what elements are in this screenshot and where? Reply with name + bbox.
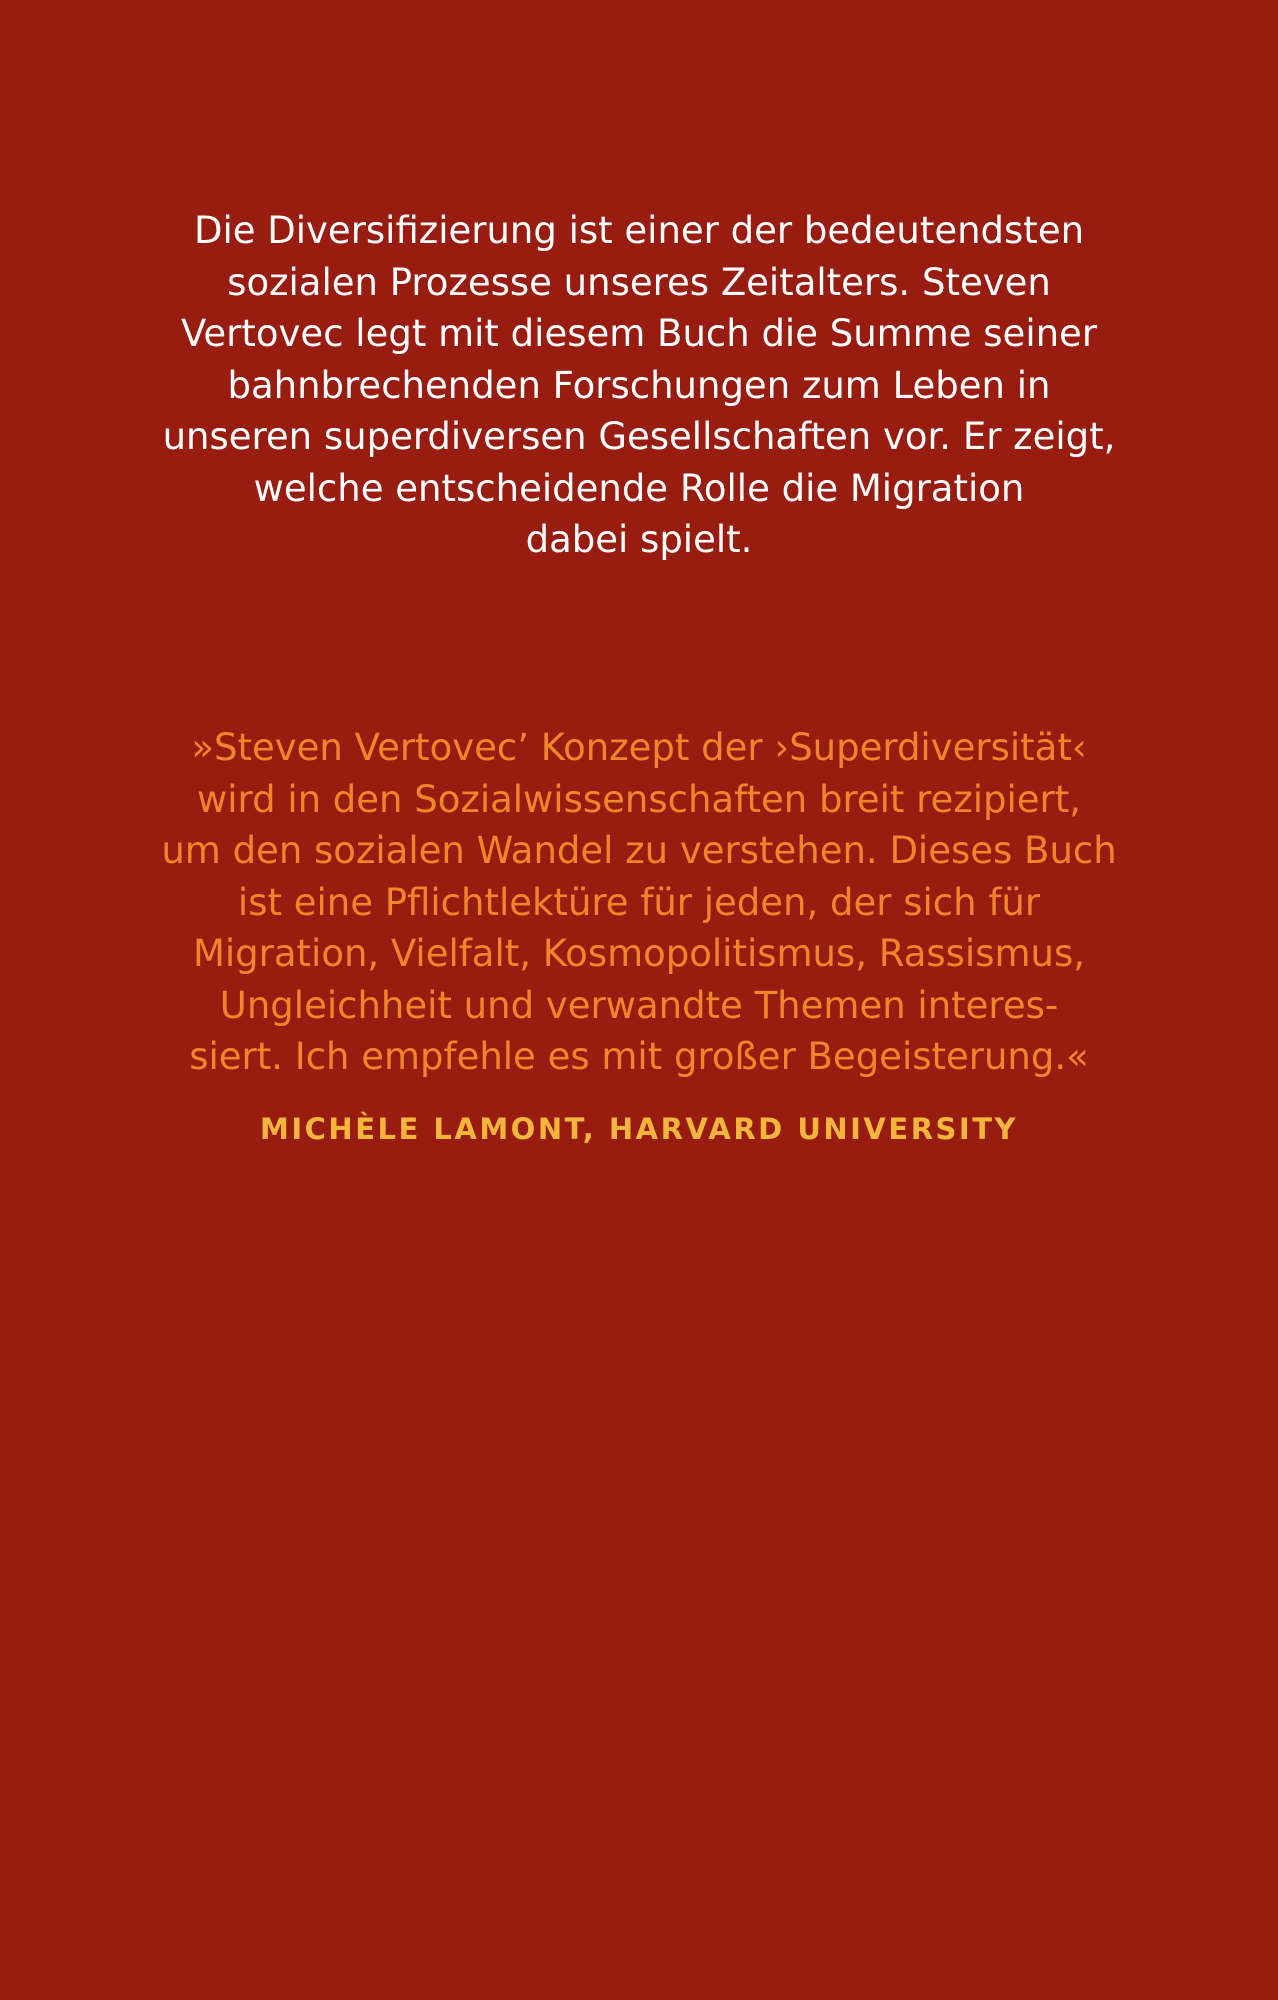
quote-attribution: MICHÈLE LAMONT, HARVARD UNIVERSITY bbox=[260, 1112, 1018, 1146]
quote-line: wird in den Sozialwissenschaften breit rezipiert, bbox=[196, 777, 1082, 821]
quote-line: um den sozialen Wandel zu verstehen. Dieses Buch bbox=[161, 829, 1117, 872]
quote-line: Migration, Vielfalt, Kosmopolitismus, Rassismus, bbox=[192, 932, 1086, 975]
blurb-line: welche entscheidende Rolle die Migration bbox=[253, 466, 1025, 510]
blurb-line: unseren superdiversen Gesellschaften vor. Er zeigt, bbox=[162, 415, 1116, 458]
blurb-line: sozialen Prozesse unseres Zeitalters. Steven bbox=[227, 260, 1051, 304]
quote-line: »Steven Vertovec’ Konzept der ›Superdiversität‹ bbox=[191, 726, 1087, 769]
blurb-line: Vertovec legt mit diesem Buch die Summe seiner bbox=[180, 312, 1098, 355]
blurb-line: dabei spielt. bbox=[525, 518, 753, 561]
review-quote bbox=[0, 722, 1278, 1083]
blurb-line: Die Diversifizierung ist einer der bedeutendsten bbox=[193, 209, 1085, 252]
blurb-line: bahnbrechenden Forschungen zum Leben in bbox=[227, 363, 1051, 407]
book-blurb bbox=[0, 205, 1278, 566]
quote-line: Ungleichheit und verwandte Themen interes- bbox=[219, 983, 1059, 1027]
quote-line: ist eine Pflichtlektüre für jeden, der sich für bbox=[237, 880, 1041, 924]
quote-line: siert. Ich empfehle es mit großer Begeisterung.« bbox=[189, 1035, 1089, 1078]
